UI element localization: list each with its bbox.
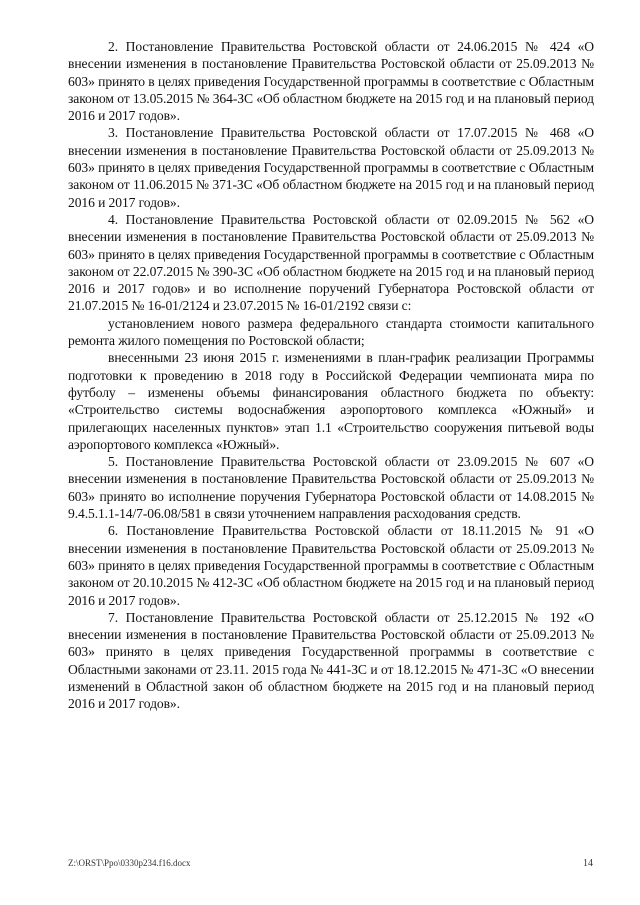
document-body	[68, 38, 594, 713]
paragraph-item-4: 4. Постановление Правительства Ростовской области от 02.09.2015 № 562 «О внесении изменения в постановление Правительства Ростовской области от 25.09.2013 № 603» принято в целях приведения Государственной программы в соответствие с Областным законом от 22.07.2015 № 390-ЗС «Об областном бюджете на 2015 год и на плановый период 2016 и 2017 годов» и во исполнение поручений Губернатора Ростовской области от 21.07.2015 № 16-01/2124 и 23.07.2015 № 16-01/2192 связи с:	[68, 211, 594, 314]
paragraph-federal-standard: установлением нового размера федерального стандарта стоимости капитального ремонта жилого помещения по Ростовской области;	[68, 315, 594, 349]
paragraph-item-3: 3. Постановление Правительства Ростовской области от 17.07.2015 № 468 «О внесении изменения в постановление Правительства Ростовской области от 25.09.2013 № 603» принято в целях приведения Государственной программы в соответствие с Областным законом от 11.06.2015 № 371-ЗС «Об областном бюджете на 2015 год и на плановый период 2016 и 2017 годов».	[68, 125, 594, 210]
paragraph-item-5: 5. Постановление Правительства Ростовской области от 23.09.2015 № 607 «О внесении изменения в постановление Правительства Ростовской области от 25.09.2013 № 603» принято во исполнение поручения Губернатора Ростовской области от 14.08.2015 № 9.4.5.1.1-14/7-06.08/581 в связи уточнением направления расходования средств.	[68, 454, 594, 522]
paragraph-item-2: 2. Постановление Правительства Ростовской области от 24.06.2015 № 424 «О внесении изменения в постановление Правительства Ростовской области от 25.09.2013 № 603» принято в целях приведения Государственной программы в соответствие с Областным законом от 13.05.2015 № 364-ЗС «Об областном бюджете на 2015 год и на плановый период 2016 и 2017 годов».	[68, 39, 594, 124]
paragraph-world-cup-plan: внесенными 23 июня 2015 г. изменениями в план-график реализации Программы подготовки к проведению в 2018 году в Российской Федерации чемпионата мира по футболу – изменены объемы финансирования областного бюджета по объекту: «Строительство системы водоснабжения аэропортового комплекса «Южный» и прилегающих населенных пунктов» этап 1.1 «Строительство сооружения питьевой воды аэропортового комплекса «Южный».	[68, 350, 594, 452]
page-number: 14	[583, 858, 593, 869]
paragraph-item-6: 6. Постановление Правительства Ростовской области от 18.11.2015 № 91 «О внесении изменения в постановление Правительства Ростовской области от 25.09.2013 № 603» принято в целях приведения Государственной программы в соответствие с Областным законом от 20.10.2015 № 412-ЗС «Об областном бюджете на 2015 год и на плановый период 2016 и 2017 годов».	[68, 523, 594, 608]
footer-file-path: Z:\ORST\Ppo\0330p234.f16.docx	[68, 858, 191, 868]
paragraph-item-7: 7. Постановление Правительства Ростовской области от 25.12.2015 № 192 «О внесении изменения в постановление Правительства Ростовской области от 25.09.2013 № 603» принято в целях приведения Государственной программы в соответствие с Областными законами от 23.11. 2015 года № 441-ЗС и от 18.12.2015 № 471-ЗС «О внесении изменений в Областной закон об областном бюджете на 2015 год и на плановый период 2016 и 2017 годов».	[68, 609, 594, 712]
